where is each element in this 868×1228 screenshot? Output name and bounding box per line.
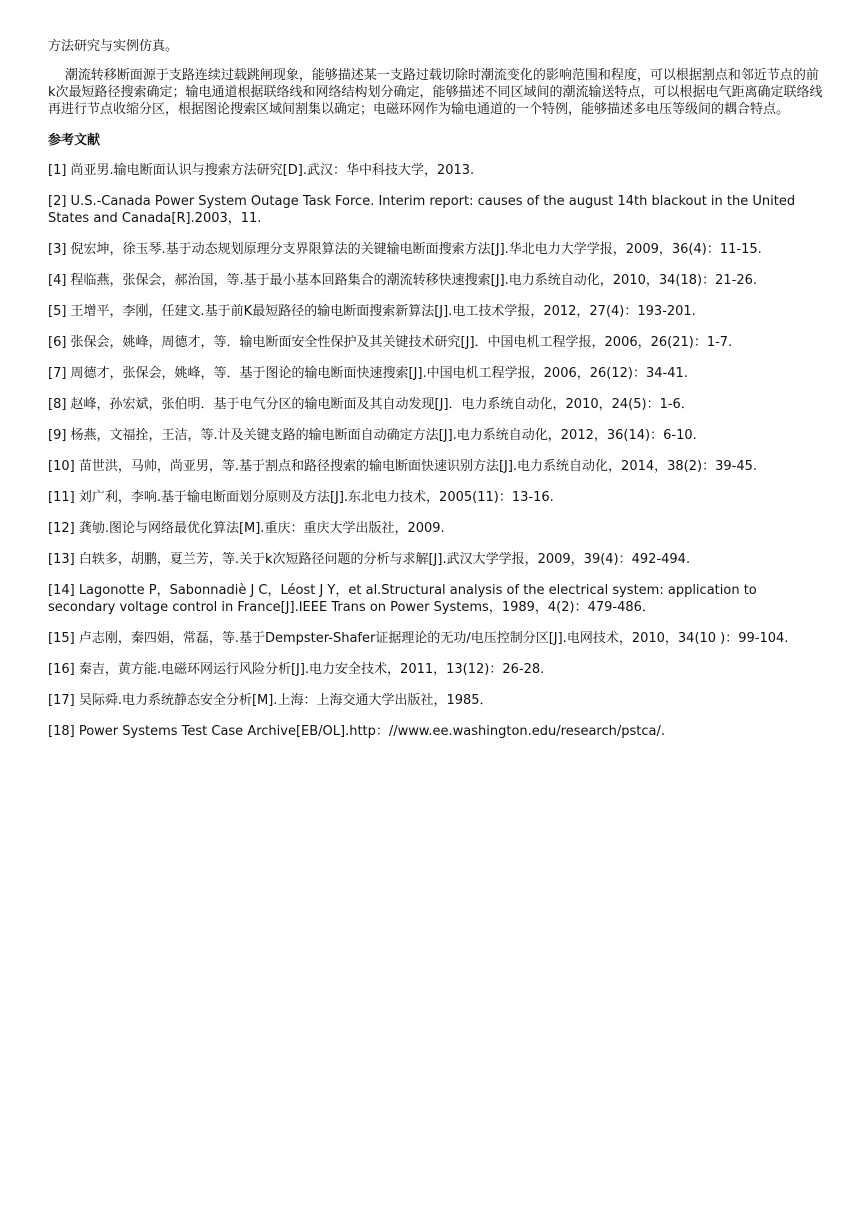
reference-item: [14] Lagonotte P，Sabonnadiè J C，Léost J Y，et al.Structural analysis of the electrical system: application to secondary voltage control in France[J].IEEE Trans on Power Systems，1989，4(2)：479-486．: [48, 583, 757, 615]
body-paragraph-summary: 潮流转移断面源于支路连续过载跳闸现象，能够描述某一支路过载切除时潮流变化的影响范围和程度，可以根据割点和邻近节点的前k次最短路径搜索确定；输电通道根据联络线和网络结构划分确定，能够描述不同区域间的潮流输送特点，可以根据电气距离确定联络线再进行节点收缩分区，根据图论搜索区域间割集以确定；电磁环网作为输电通道的一个特例，能够描述多电压等级间的耦合特点。: [48, 68, 823, 117]
reference-item: [6] 张保会，姚峰，周德才，等．输电断面安全性保护及其关键技术研究[J]．中国电机工程学报，2006，26(21)：1-7.: [48, 335, 733, 350]
reference-item: [18] Power Systems Test Case Archive[EB/OL].http：//www.ee.washington.edu/research/pstca/.: [48, 724, 666, 739]
reference-item: [11] 刘广利，李响.基于输电断面划分原则及方法[J].东北电力技术，2005(11)：13-16.: [48, 490, 554, 505]
reference-item: [2] U.S.-Canada Power System Outage Task Force. Interim report: causes of the august 14th blackout in the United States and Canada[R].2003，11.: [48, 194, 796, 226]
reference-item: [4] 程临燕，张保会，郝治国，等.基于最小基本回路集合的潮流转移快速搜索[J].电力系统自动化，2010，34(18)：21-26.: [48, 273, 758, 288]
references-heading: 参考文献: [48, 133, 101, 148]
reference-item: [12] 龚劬.图论与网络最优化算法[M].重庆：重庆大学出版社，2009.: [48, 521, 445, 536]
reference-item: [9] 杨燕，文福拴，王洁，等.计及关键支路的输电断面自动确定方法[J].电力系统自动化，2012，36(14)：6-10.: [48, 428, 697, 443]
reference-item: [7] 周德才，张保会，姚峰，等．基于图论的输电断面快速搜索[J].中国电机工程学报，2006，26(12)：34-41.: [48, 366, 688, 381]
reference-item: [1] 尚亚男.输电断面认识与搜索方法研究[D].武汉：华中科技大学，2013.: [48, 163, 475, 178]
body-paragraph-continuation: 方法研究与实例仿真。: [48, 39, 179, 54]
reference-item: [3] 倪宏坤，徐玉琴.基于动态规划原理分支界限算法的关键输电断面搜索方法[J].华北电力大学学报，2009，36(4)：11-15.: [48, 242, 762, 257]
reference-list: [48, 162, 824, 740]
reference-item: [5] 王增平，李刚，任建文.基于前K最短路径的输电断面搜索新算法[J].电工技术学报，2012，27(4)：193-201.: [48, 304, 696, 319]
reference-item: [15] 卢志刚，秦四娟，常磊，等.基于Dempster-Shafer证据理论的无功/电压控制分区[J].电网技术，2010，34(10 )：99-104.: [48, 631, 789, 646]
reference-item: [10] 苗世洪，马帅，尚亚男，等.基于割点和路径搜索的输电断面快速识别方法[J].电力系统自动化，2014，38(2)：39-45.: [48, 459, 758, 474]
reference-item: [13] 白轶多，胡鹏，夏兰芳，等.关于k次短路径问题的分析与求解[J].武汉大学学报，2009，39(4)：492-494.: [48, 552, 691, 567]
reference-item: [16] 秦吉，黄方能.电磁环网运行风险分析[J].电力安全技术，2011，13(12)：26-28.: [48, 662, 545, 677]
reference-item: [17] 吴际舜.电力系统静态安全分析[M].上海：上海交通大学出版社，1985．: [48, 693, 493, 708]
reference-item: [8] 赵峰，孙宏斌，张伯明．基于电气分区的输电断面及其自动发现[J]．电力系统自动化，2010，24(5)：1-6．: [48, 397, 694, 412]
